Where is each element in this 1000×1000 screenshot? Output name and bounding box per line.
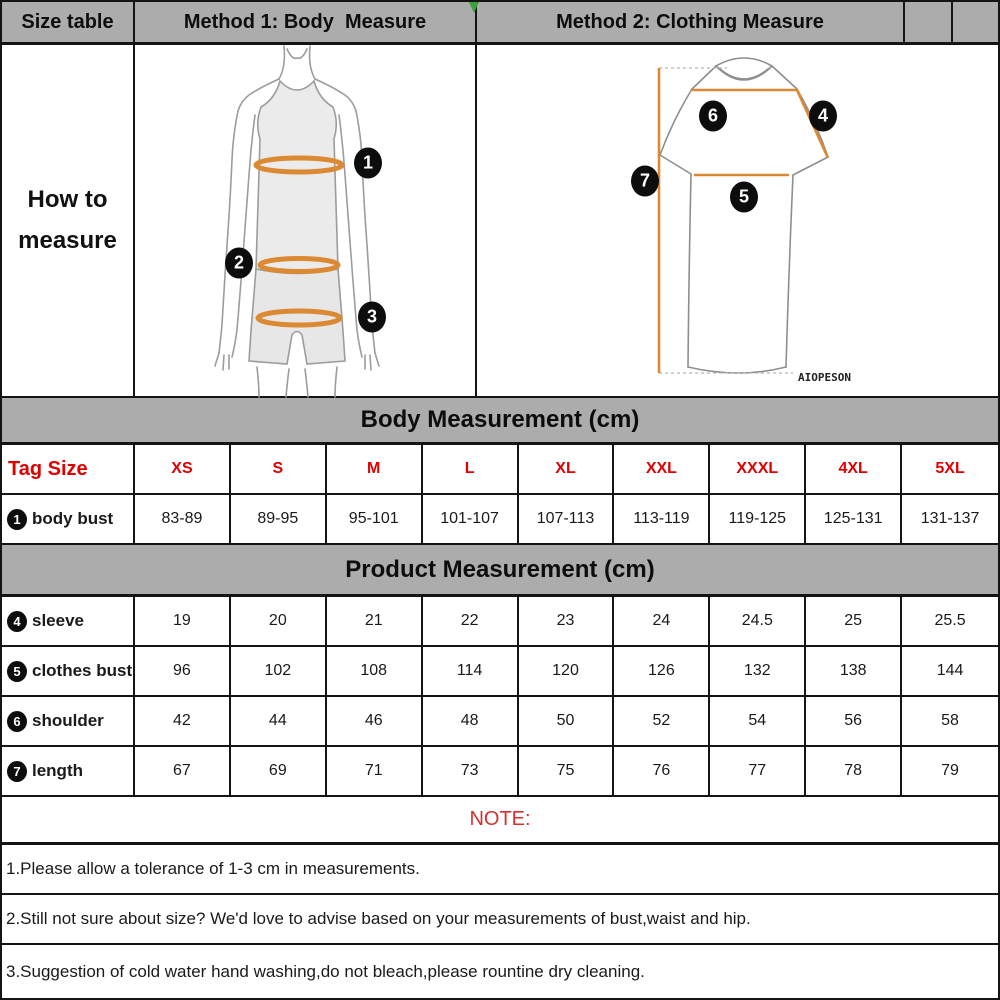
cell-length-l: 73 [423,747,519,795]
marker-body-bust: 1 [354,148,382,179]
cell-clothes-bust-l: 114 [423,647,519,695]
row-label-length [2,747,135,795]
marker-body-waist: 2 [225,248,253,279]
row-label-sleeve [2,597,135,645]
cell-clothes-bust-4xl: 138 [806,647,902,695]
cell-clothes-bust-xxxl: 132 [710,647,806,695]
row-label-shoulder [2,697,135,745]
cell-length-xl: 75 [519,747,615,795]
cell-sleeve-s: 20 [231,597,327,645]
table-row-sleeve [2,597,998,647]
table-row-length [2,747,998,797]
row-label-text: body bust [32,509,114,528]
clothing-measure-illustration [477,45,998,396]
cell-length-s: 69 [231,747,327,795]
cell-sleeve-4xl: 25 [806,597,902,645]
cell-sleeve-xs: 19 [135,597,231,645]
cell-sleeve-m: 21 [327,597,423,645]
header-method2: Method 2: Clothing Measure [477,2,905,42]
cell-body-bust-4xl: 125-131 [806,495,902,543]
size-col-s: S [231,445,327,493]
cell-sleeve-xxxl: 24.5 [710,597,806,645]
cell-shoulder-l: 48 [423,697,519,745]
tag-size-row [2,445,998,495]
cell-body-bust-l: 101-107 [423,495,519,543]
brand-label: AIOPESON [798,371,851,384]
chip-7-icon: 7 [7,761,27,782]
section-body-measurement: Body Measurement (cm) [2,398,998,445]
cell-shoulder-xxxl: 54 [710,697,806,745]
marker-shirt-shoulder: 6 [699,101,727,132]
cell-length-xxl: 76 [614,747,710,795]
cell-length-m: 71 [327,747,423,795]
chip-1-icon: 1 [7,509,27,530]
body-figure-icon [135,45,477,398]
size-col-xl: XL [519,445,615,493]
size-col-5xl: 5XL [935,460,965,477]
note-title: NOTE: [2,797,998,845]
note-item-2: 2.Still not sure about size? We'd love to advise based on your measurements of bust,waist and hip. [2,895,998,945]
cell-shoulder-xs: 42 [135,697,231,745]
row-label-clothes-bust [2,647,135,695]
marker-shirt-bust: 5 [730,182,758,213]
cell-shoulder-4xl: 56 [806,697,902,745]
size-col-m: M [327,445,423,493]
section-product-measurement: Product Measurement (cm) [2,545,998,597]
marker-shirt-sleeve: 4 [809,101,837,132]
size-col-4xl: 4XL [806,445,902,493]
size-col-xxxl: XXXL [710,445,806,493]
cell-sleeve-xxl: 24 [614,597,710,645]
cell-shoulder-xxl: 52 [614,697,710,745]
note-item-1: 1.Please allow a tolerance of 1-3 cm in measurements. [2,845,998,895]
header-empty-cell [953,2,998,42]
cell-clothes-bust-s: 102 [231,647,327,695]
how-to-measure-label: How to measure [2,45,135,396]
header-method1: Method 1: Body Measure [135,2,477,42]
size-col-l: L [423,445,519,493]
row-label-text: shoulder [32,711,104,730]
cell-body-bust-xxxl: 119-125 [710,495,806,543]
cell-clothes-bust-xl: 120 [519,647,615,695]
cell-length-xxxl: 77 [710,747,806,795]
chip-5-icon: 5 [7,661,27,682]
cell-clothes-bust-xs: 96 [135,647,231,695]
size-col-xxl: XXL [614,445,710,493]
illustration-row [2,45,998,398]
cell-shoulder-xl: 50 [519,697,615,745]
cell-sleeve-5xl: 25.5 [934,612,966,629]
tshirt-figure-icon [477,45,1000,398]
cell-body-bust-s: 89-95 [231,495,327,543]
size-col-xs: XS [135,445,231,493]
table-row-shoulder [2,697,998,747]
body-measure-illustration [135,45,477,396]
row-label-text: clothes bust [32,661,133,680]
row-label-text: sleeve [32,611,84,630]
row-label-body-bust [2,495,135,543]
marker-shirt-length: 7 [631,166,659,197]
cell-body-bust-5xl: 131-137 [920,510,980,527]
cell-sleeve-l: 22 [423,597,519,645]
note-item-3: 3.Suggestion of cold water hand washing,do not bleach,please rountine dry cleaning. [6,961,645,981]
row-label-text: length [32,761,83,780]
cell-shoulder-s: 44 [231,697,327,745]
cell-body-bust-xl: 107-113 [519,495,615,543]
cell-body-bust-xs: 83-89 [135,495,231,543]
cell-length-xs: 67 [135,747,231,795]
cell-body-bust-xxl: 113-119 [614,495,710,543]
green-flag-artifact-icon [469,2,479,13]
marker-body-hip: 3 [358,302,386,333]
header-row [2,2,998,45]
cell-shoulder-m: 46 [327,697,423,745]
cell-clothes-bust-m: 108 [327,647,423,695]
cell-shoulder-5xl: 58 [941,712,959,729]
cell-body-bust-m: 95-101 [327,495,423,543]
chip-4-icon: 4 [7,611,27,632]
tag-size-label: Tag Size [2,445,135,493]
cell-length-5xl: 79 [941,762,959,779]
cell-clothes-bust-xxl: 126 [614,647,710,695]
cell-length-4xl: 78 [806,747,902,795]
chip-6-icon: 6 [7,711,27,732]
header-size-table: Size table [2,2,135,42]
cell-sleeve-xl: 23 [519,597,615,645]
cell-clothes-bust-5xl: 144 [936,662,964,679]
table-row-clothes-bust [2,647,998,697]
header-empty-cell [905,2,953,42]
table-row-body-bust [2,495,998,545]
